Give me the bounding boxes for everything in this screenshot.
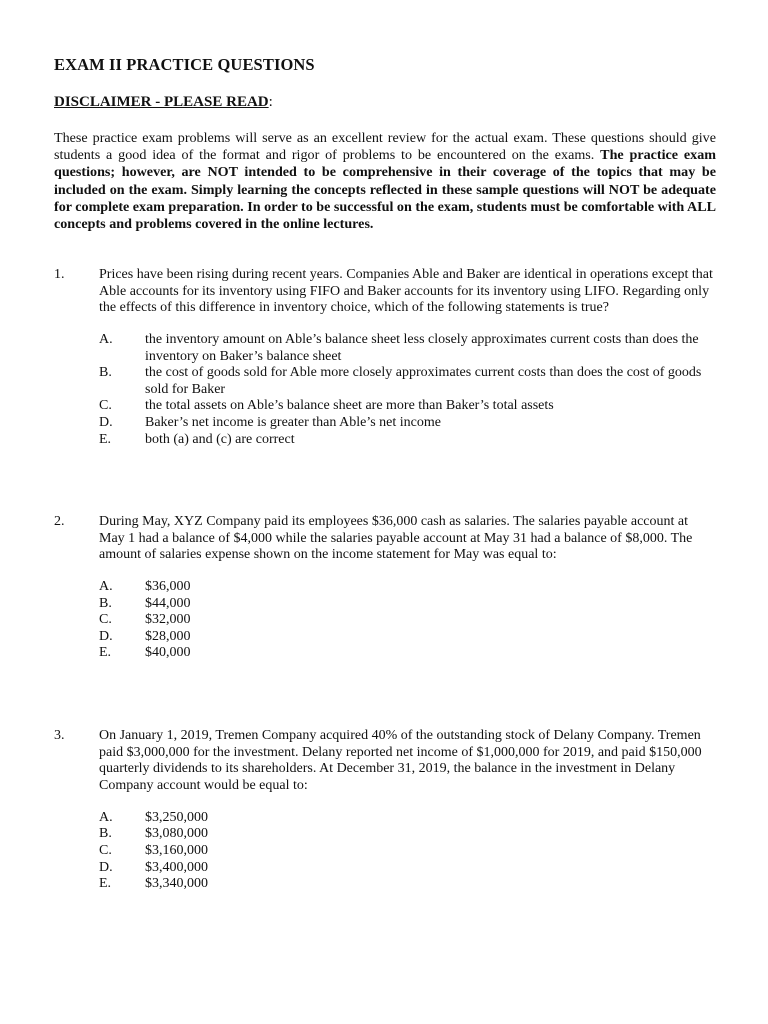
option-letter: E. [99, 431, 112, 447]
option-text: $3,400,000 [145, 859, 208, 875]
option-letter: C. [99, 398, 112, 414]
question-number: 3. [54, 728, 65, 743]
answer-option [99, 843, 716, 860]
option-letter: A. [99, 809, 113, 825]
answer-options [99, 810, 716, 893]
option-letter: B. [99, 365, 112, 381]
answer-option [99, 826, 716, 843]
answer-option [99, 415, 716, 432]
option-text: the total assets on Able’s balance sheet are more than Baker’s total assets [145, 398, 554, 414]
option-letter: E. [99, 645, 112, 661]
question-text: Prices have been rising during recent years. Companies Able and Baker are identical in operations except that Able accounts for its inventory using FIFO and Baker accounts for its inventory using LIFO. Regarding only the effects of this difference in inventory choice, which of the following statements is true? [99, 267, 713, 316]
intro-bold-text: The practice exam questions; however, are NOT intended to be comprehensive in their coverage of the topics that may be included on the exam. Simply learning the concepts reflected in these sample questions will NOT be adequate for complete exam preparation. In order to be successful on the exam, students must be comfortable with ALL concepts and problems covered in the online lectures. [54, 147, 716, 233]
answer-option [99, 432, 716, 449]
option-text: Baker’s net income is greater than Able’s net income [145, 415, 441, 431]
option-letter: E. [99, 876, 112, 892]
answer-option [99, 596, 716, 613]
option-letter: D. [99, 628, 113, 644]
option-letter: D. [99, 415, 113, 431]
option-letter: B. [99, 595, 112, 611]
option-text: $3,160,000 [145, 843, 208, 858]
question-number: 1. [54, 267, 65, 282]
option-text: $3,340,000 [145, 876, 208, 892]
answer-option [99, 860, 716, 877]
option-letter: A. [99, 332, 113, 348]
option-text: $28,000 [145, 628, 191, 644]
question-text: During May, XYZ Company paid its employees $36,000 cash as salaries. The salaries payable account at May 1 had a balance of $4,000 while the salaries payable account at May 31 had a balance of $8,000. The amount of salaries expense shown on the income statement for May was equal to: [99, 514, 693, 563]
option-text: $32,000 [145, 612, 191, 628]
disclaimer-colon: : [268, 94, 273, 110]
option-text: $36,000 [145, 579, 191, 595]
option-text: the inventory amount on Able’s balance sheet less closely approximates current costs than does the inventory on Baker’s balance sheet [145, 332, 699, 364]
question-2 [54, 514, 716, 662]
option-letter: B. [99, 826, 112, 842]
option-letter: A. [99, 579, 113, 595]
disclaimer-paragraph [54, 130, 716, 233]
answer-option [99, 810, 716, 827]
answer-option [99, 876, 716, 893]
answer-options [99, 332, 716, 448]
option-text: $44,000 [145, 595, 191, 611]
option-letter: C. [99, 612, 112, 628]
option-text: both (a) and (c) are correct [145, 431, 295, 447]
option-text: $3,250,000 [145, 809, 208, 825]
answer-option [99, 332, 716, 365]
answer-option [99, 645, 716, 662]
answer-option [99, 612, 716, 629]
answer-option [99, 398, 716, 415]
answer-option [99, 579, 716, 596]
option-text: the cost of goods sold for Able more closely approximates current costs than does the cost of goods sold for Baker [145, 365, 702, 397]
disclaimer-heading [54, 94, 273, 111]
question-text: On January 1, 2019, Tremen Company acquired 40% of the outstanding stock of Delany Company. Tremen paid $3,000,000 for the investment. Delany reported net income of $1,000,000 for 2019, and paid $150,000 quarterly dividends to its shareholders. At December 31, 2019, the balance in the investment in Delany Company account would be equal to: [99, 728, 702, 794]
answer-option [99, 365, 716, 398]
disclaimer-label: DISCLAIMER - PLEASE READ [54, 94, 269, 110]
intro-plain-text: These practice exam problems will serve as an excellent review for the actual exam. These questions should give students a good idea of the format and rigor of problems to be encountered on the exams. [54, 130, 716, 164]
question-number: 2. [54, 514, 65, 529]
question-1 [54, 267, 716, 448]
option-text: $40,000 [145, 645, 191, 661]
option-letter: D. [99, 859, 113, 875]
question-3 [54, 728, 716, 893]
answer-option [99, 629, 716, 646]
option-letter: C. [99, 843, 112, 858]
option-text: $3,080,000 [145, 826, 208, 842]
answer-options [99, 579, 716, 662]
page-title: EXAM II PRACTICE QUESTIONS [54, 55, 315, 74]
